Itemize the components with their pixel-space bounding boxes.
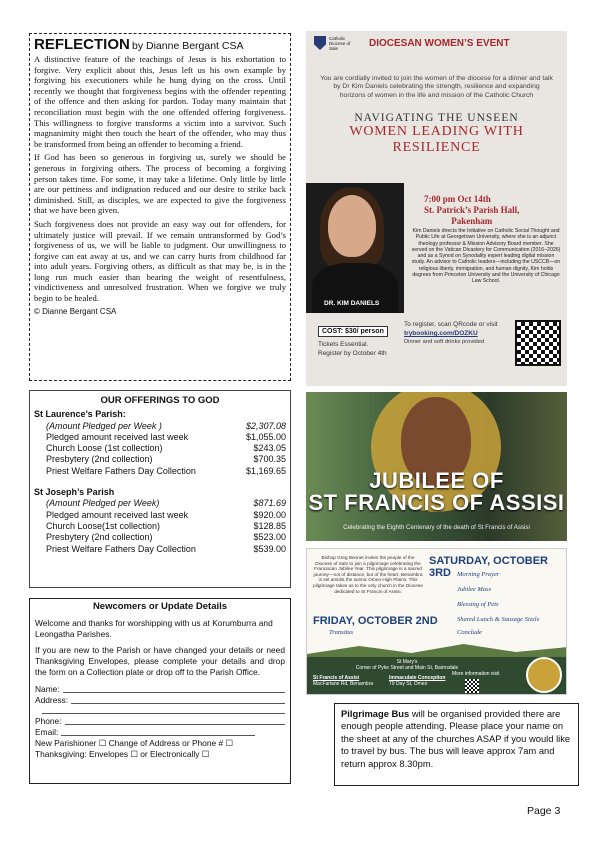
dinner-note: Dinner and soft drinks provided [404,339,485,345]
reflection-title: REFLECTION [34,36,130,53]
newcomers-title: Newcomers or Update Details [92,601,228,612]
offering-row [34,510,286,521]
bus-heading: Pilgrimage Bus [341,708,410,719]
offering-row [34,454,286,465]
address-label: Address: [35,694,69,705]
pilgrimage-intro: Bishop Greg Bennet invites the people of the Diocese of Sale to join a pilgrimage celebrating the Franciscan Jubilee Year. This pilgrimage is a sacred journey—not of distance, but of the heart. Benambra is set amidst the scenic Omeo High Plains. This pilgrimage takes us to the only church in the Diocese dedicated to St Francis of Assisi. [313,555,423,594]
event-town: Pakenham [451,216,493,226]
schedule-item: Shared Lunch & Sausage Sizzle [457,616,540,623]
jubilee-subtitle: Celebrating the Eighth Centenary of the death of St Francis of Assisi [343,524,530,531]
offering-row [34,466,286,477]
event-time: 7:00 pm Oct 14th [424,194,491,204]
offering-row [34,521,286,532]
schedule-item: Conclude [457,629,482,636]
pilgrimage-bus-box [334,703,579,786]
offering-row [34,544,286,555]
offering-label: Pledged amount received last week [46,509,189,520]
offering-amount: $871.69 [253,498,286,509]
tickets-essential: Tickets Essential. [318,341,369,348]
reflection-paragraph: If God has been so generous in forgiving us, surely we should be generous in forgiving others. The process of becoming a forgiving person takes time. For some, it may take a lifetime. Only little by little are our pettiness and indignation reduced and our desire to strike back diminished. Still, as disciples, we are expected to give the forgiveness that we have been given. [34,152,286,216]
jubilee-title [306,470,567,514]
phone-field[interactable] [65,716,285,725]
offering-amount: $2,307.08 [245,420,286,431]
speaker-photo [306,183,404,313]
offerings-box [29,390,291,588]
reflection-copyright: © Dianne Bergant CSA [34,306,117,316]
offering-label: Church Loose(1st collection) [46,520,161,531]
email-field[interactable] [61,727,255,736]
offering-label: (Amount Pledged per Week ) [46,420,162,431]
parish-heading: St Joseph’s Parish [34,487,115,498]
offering-label: (Amount Pledged per Week) [46,498,160,509]
church-address: MacFarlane Rd, Benambra [313,681,374,687]
reflection-paragraph: A distinctive feature of the teachings of Jesus is his exhortation to forgive. Very explicit about this, Jesus left us his own example by forgiving his executioners while he hung dying on the cross. Until recently we thought that forgiveness begins with the offender repenting of the offence and then asking for pardon. Today many maintain that reconciliation must begin with the one offended offering forgiveness. This willingness to forgive transforms a victim into a survivor. Such magnanimity might then touch the heart of the offender, who may thus be transformed from being an offender to becoming a friend. [34,54,286,149]
jubilee-medal-icon [526,657,562,693]
newcomers-welcome: Welcome and thanks for worshipping with us at Korumburra and Leongatha Parishes. [35,617,273,639]
reflection-byline: by Dianne Bergant CSA [132,40,244,52]
email-label: Email: [35,726,59,737]
address-field[interactable] [71,695,285,704]
friday-heading: FRIDAY, OCTOBER 2ND [313,615,438,627]
more-info: More information visit [452,671,500,677]
newcomers-box [29,598,291,784]
offering-label: Priest Welfare Fathers Day Collection [46,543,196,554]
diocese-name: Catholic Diocese of Sale [329,35,351,51]
event-subtitle: NAVIGATING THE UNSEEN [354,111,519,124]
offering-amount: $128.85 [253,520,286,531]
page-number: Page 3 [527,805,561,817]
pilgrimage-flyer [306,548,567,695]
name-field[interactable] [63,684,285,693]
event-title: DIOCESAN WOMEN’S EVENT [369,37,510,49]
offering-label: Presbytery (2nd collection) [46,532,153,543]
offering-amount: $523.00 [253,532,286,543]
offering-amount: $243.05 [253,443,286,454]
phone-label: Phone: [35,716,62,727]
offering-amount: $700.35 [253,454,286,465]
offerings-title: OUR OFFERINGS TO GOD [100,395,220,406]
event-invite: You are cordially invited to join the women of the diocese for a dinner and talk by Dr Kim Daniels celebrating the strength, resilience and expanding horizons of women in the life and mission of the Catholic Church [320,75,553,99]
meeting-address: Corner of Pyke Street and Main St, Bairnsdale [355,665,459,671]
name-label: Name: [35,683,60,694]
offering-label: Pledged amount received last week [46,431,189,442]
event-headline: WOMEN LEADING WITH [349,123,524,139]
saturday-heading: SATURDAY, OCTOBER 3RD [429,555,548,579]
offering-amount: $920.00 [253,509,286,520]
diocese-logo-icon [314,36,326,50]
church-address: 79 Day St, Omeo [389,681,428,687]
offering-amount: $539.00 [253,543,286,554]
event-venue: St. Patrick’s Parish Hall, [424,205,520,215]
offering-row [34,443,286,454]
register-instructions: To register, scan QRcode or visit [404,321,498,328]
speaker-bio: Kim Daniels directs the Initiative on Catholic Social Thought and Public Life at Georgetown University, where she is an adjunct theology professor & Mission Advisory Board member. She served on the Vatican Dicastery for Communication (2016–2026) and as a Synod on Synodality expert leading digital mission study. An advisor to Catholic leaders—including the USCCB—on religious liberty, immigration, and human dignity, Kim holds degrees from Princeton University and the University of Chicago Law School. [411,228,561,285]
registration-info [404,320,498,347]
qr-code-icon[interactable] [465,679,479,693]
offering-row [34,432,286,443]
event-cost: COST: $30/ person [318,326,388,337]
offering-row [34,421,286,432]
event-time-place [424,194,519,227]
offering-row [34,498,286,509]
offering-label: Priest Welfare Fathers Day Collection [46,465,196,476]
parish-heading: St Laurence’s Parish: [34,409,126,420]
reflection-paragraph: Such forgiveness does not provide an easy way out for offenders, for ultimately justice will prevail. If we remain untransformed by God’s forgiveness of us, we will be liable to judgment. Our unwillingness to forgive can eat away at us, and we can carry hurts from childhood far into adult years. Forgiving others, as difficult as that may be, is in the long run much easier than bearing the weight of resentfulness, vindictiveness and unresolved frustration. When we forgive we truly begin to be healed. [34,218,286,304]
offering-amount: $1,169.65 [245,465,286,476]
event-headline-2: RESILIENCE [392,139,481,155]
register-by: Register by October 4th [318,349,387,357]
newcomer-options[interactable]: New Parishioner ☐ Change of Address or Phone # ☐ [35,737,233,748]
meeting-place: St Mary’s [396,659,418,665]
jubilee-banner [306,392,567,541]
schedule-item: Blessing of Pets [457,601,499,608]
thanksgiving-options[interactable]: Thanksgiving: Envelopes ☐ or Electronically ☐ [35,748,210,759]
offering-amount: $1,055.00 [245,431,286,442]
church-name: St Francis of Assisi [313,675,360,681]
schedule-item: Jubilee Mass [457,586,492,593]
friday-item: Transitus [329,629,354,636]
jubilee-title-line2: ST FRANCIS OF ASSISI [308,490,565,515]
bus-text: will be organised provided there are enough people attending. Please place your name on the sheet at any of the churches ASAP if you would like to travel by bus. The bus will leave approx 7am and return approx 8.30pm. [341,708,571,769]
speaker-name: DR. KIM DANIELS [324,300,380,307]
address-field-2[interactable] [42,705,285,714]
qr-code-icon[interactable] [515,320,561,366]
offering-label: Church Loose (1st collection) [46,443,163,454]
saturday-schedule [457,571,562,636]
schedule-item: Morning Prayer [457,571,500,578]
offering-row [34,532,286,543]
jubilee-title-line1: JUBILEE OF [369,468,504,493]
church-name: Immaculate Conception [389,675,446,681]
newcomers-instructions: If you are new to the Parish or have changed your details or need Thanksgiving Envelopes, please complete your details and drop the form on a Collection plate or drop off to the Parish Office. [35,645,285,677]
register-link[interactable]: trybooking.com/DOZKU [404,330,478,337]
offering-label: Presbytery (2nd collection) [46,454,153,465]
reflection-box [29,33,291,381]
ticket-info [318,341,387,358]
womens-event-flyer [306,31,567,386]
